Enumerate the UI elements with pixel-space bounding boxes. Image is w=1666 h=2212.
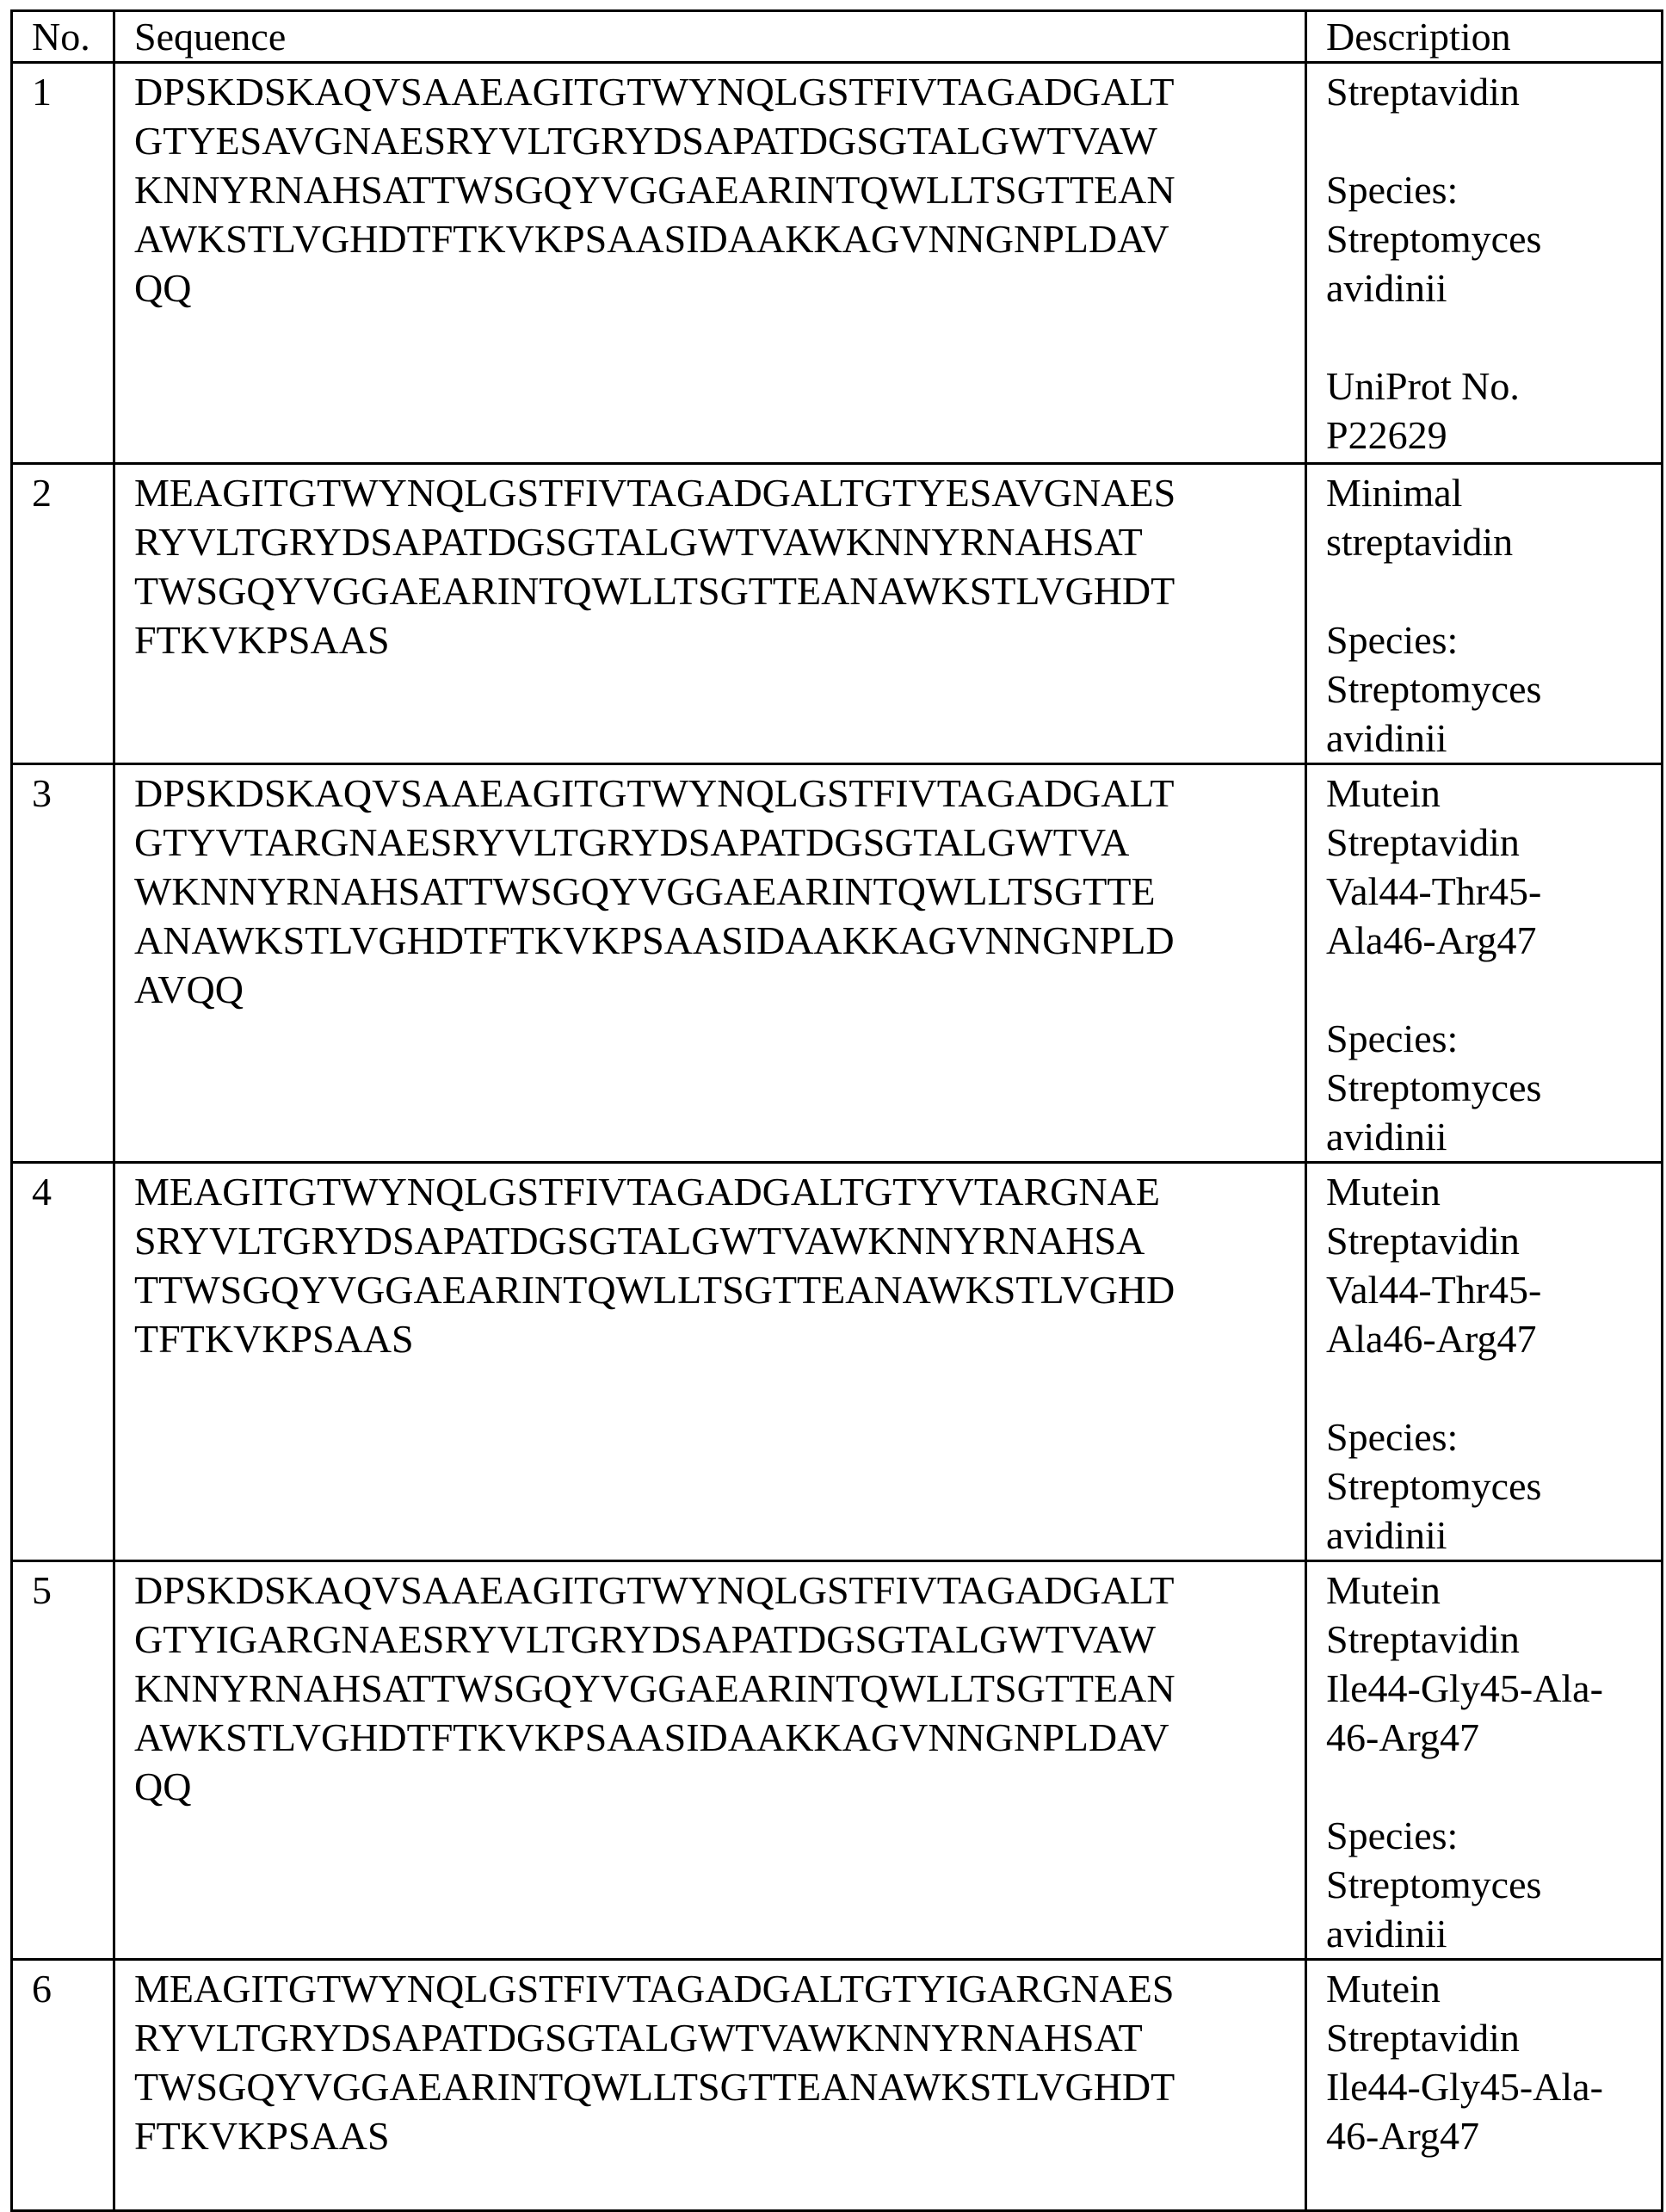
sequence-line: FTKVKPSAAS (134, 615, 1305, 664)
sequence-line: KNNYRNAHSATTWSGQYVGGAEARINTQWLLTSGTTEAN (134, 1664, 1305, 1713)
sequence-line: QQ (134, 1762, 1305, 1811)
description-line: avidinii (1326, 1909, 1661, 1958)
sequence-line: AVQQ (134, 965, 1305, 1014)
sequence-line: FTKVKPSAAS (134, 2111, 1305, 2160)
description-line (1326, 116, 1661, 165)
description-line (1326, 1363, 1661, 1412)
header-description: Description (1306, 11, 1663, 63)
row-number: 2 (12, 464, 114, 764)
description-line: Mutein (1326, 769, 1661, 818)
description-cell (1306, 764, 1663, 1163)
sequence-line: QQ (134, 263, 1305, 312)
description-cell (1306, 63, 1663, 464)
description-line: Species: (1326, 1412, 1661, 1461)
sequence-line: RYVLTGRYDSAPATDGSGTALGWTVAWKNNYRNAHSAT (134, 517, 1305, 566)
sequence-line: AWKSTLVGHDTFTKVKPSAASIDAAKKAGVNNGNPLDAV (134, 1713, 1305, 1762)
description-line: Streptomyces (1326, 1063, 1661, 1112)
sequence-cell (114, 764, 1306, 1163)
description-line: Streptomyces (1326, 1461, 1661, 1511)
description-line: Ile44-Gly45-Ala- (1326, 1664, 1661, 1713)
description-line: Species: (1326, 165, 1661, 214)
description-line: streptavidin (1326, 517, 1661, 566)
description-line: UniProt No. (1326, 361, 1661, 411)
description-line: Val44-Thr45- (1326, 1265, 1661, 1314)
sequence-line: MEAGITGTWYNQLGSTFIVTAGADGALTGTYVTARGNAE (134, 1167, 1305, 1216)
row-number: 5 (12, 1561, 114, 1960)
sequence-line: AWKSTLVGHDTFTKVKPSAASIDAAKKAGVNNGNPLDAV (134, 214, 1305, 263)
header-no: No. (12, 11, 114, 63)
description-line: 46-Arg47 (1326, 2111, 1661, 2160)
sequence-line: TWSGQYVGGAEARINTQWLLTSGTTEANAWKSTLVGHDT (134, 2062, 1305, 2111)
sequence-line: RYVLTGRYDSAPATDGSGTALGWTVAWKNNYRNAHSAT (134, 2013, 1305, 2062)
table-row (12, 1163, 1663, 1561)
sequence-cell (114, 1960, 1306, 2211)
description-line: Ile44-Gly45-Ala- (1326, 2062, 1661, 2111)
sequence-line: GTYVTARGNAESRYVLTGRYDSAPATDGSGTALGWTVA (134, 818, 1305, 867)
sequence-line: DPSKDSKAQVSAAEAGITGTWYNQLGSTFIVTAGADGALT (134, 67, 1305, 116)
row-number: 4 (12, 1163, 114, 1561)
sequence-line: KNNYRNAHSATTWSGQYVGGAEARINTQWLLTSGTTEAN (134, 165, 1305, 214)
description-line: Mutein (1326, 1964, 1661, 2013)
sequence-line: DPSKDSKAQVSAAEAGITGTWYNQLGSTFIVTAGADGALT (134, 1566, 1305, 1615)
row-number: 6 (12, 1960, 114, 2211)
description-line: Streptavidin (1326, 67, 1661, 116)
description-cell (1306, 1561, 1663, 1960)
description-line: Streptavidin (1326, 1216, 1661, 1265)
header-row (12, 11, 1663, 63)
sequence-line: ANAWKSTLVGHDTFTKVKPSAASIDAAKKAGVNNGNPLD (134, 916, 1305, 965)
table-row (12, 63, 1663, 464)
sequence-line: MEAGITGTWYNQLGSTFIVTAGADGALTGTYESAVGNAES (134, 468, 1305, 517)
sequence-line: GTYESAVGNAESRYVLTGRYDSAPATDGSGTALGWTVAW (134, 116, 1305, 165)
description-line: 46-Arg47 (1326, 1713, 1661, 1762)
description-line: Streptomyces (1326, 1860, 1661, 1909)
sequence-line: WKNNYRNAHSATTWSGQYVGGAEARINTQWLLTSGTTE (134, 867, 1305, 916)
description-line: Streptomyces (1326, 664, 1661, 714)
description-line: Minimal (1326, 468, 1661, 517)
description-line: Streptavidin (1326, 2013, 1661, 2062)
sequence-cell (114, 1163, 1306, 1561)
description-cell (1306, 1163, 1663, 1561)
description-line: Ala46-Arg47 (1326, 916, 1661, 965)
description-cell (1306, 464, 1663, 764)
sequence-cell (114, 63, 1306, 464)
description-line: avidinii (1326, 1112, 1661, 1161)
description-line: avidinii (1326, 714, 1661, 763)
row-number: 3 (12, 764, 114, 1163)
table-row (12, 764, 1663, 1163)
sequence-cell (114, 464, 1306, 764)
sequence-line: GTYIGARGNAESRYVLTGRYDSAPATDGSGTALGWTVAW (134, 1615, 1305, 1664)
sequence-line: DPSKDSKAQVSAAEAGITGTWYNQLGSTFIVTAGADGALT (134, 769, 1305, 818)
sequence-cell (114, 1561, 1306, 1960)
description-line: Streptavidin (1326, 1615, 1661, 1664)
description-line: P22629 (1326, 411, 1661, 460)
description-line (1326, 1762, 1661, 1811)
sequence-line: TWSGQYVGGAEARINTQWLLTSGTTEANAWKSTLVGHDT (134, 566, 1305, 615)
sequence-line: SRYVLTGRYDSAPATDGSGTALGWTVAWKNNYRNAHSA (134, 1216, 1305, 1265)
description-line (1326, 312, 1661, 361)
sequence-table (10, 9, 1663, 2212)
description-line: Mutein (1326, 1167, 1661, 1216)
table-row (12, 464, 1663, 764)
description-line: Streptomyces (1326, 214, 1661, 263)
description-line: Streptavidin (1326, 818, 1661, 867)
table-row (12, 1561, 1663, 1960)
description-cell (1306, 1960, 1663, 2211)
description-line (1326, 965, 1661, 1014)
description-line: Species: (1326, 1014, 1661, 1063)
description-line: Species: (1326, 615, 1661, 664)
table-row (12, 1960, 1663, 2211)
description-line: Ala46-Arg47 (1326, 1314, 1661, 1363)
description-line: Mutein (1326, 1566, 1661, 1615)
sequence-line: MEAGITGTWYNQLGSTFIVTAGADGALTGTYIGARGNAES (134, 1964, 1305, 2013)
description-line: avidinii (1326, 263, 1661, 312)
sequence-line: TFTKVKPSAAS (134, 1314, 1305, 1363)
header-sequence: Sequence (114, 11, 1306, 63)
row-number: 1 (12, 63, 114, 464)
sequence-line: TTWSGQYVGGAEARINTQWLLTSGTTEANAWKSTLVGHD (134, 1265, 1305, 1314)
description-line: avidinii (1326, 1511, 1661, 1560)
description-line: Species: (1326, 1811, 1661, 1860)
description-line: Val44-Thr45- (1326, 867, 1661, 916)
description-line (1326, 566, 1661, 615)
